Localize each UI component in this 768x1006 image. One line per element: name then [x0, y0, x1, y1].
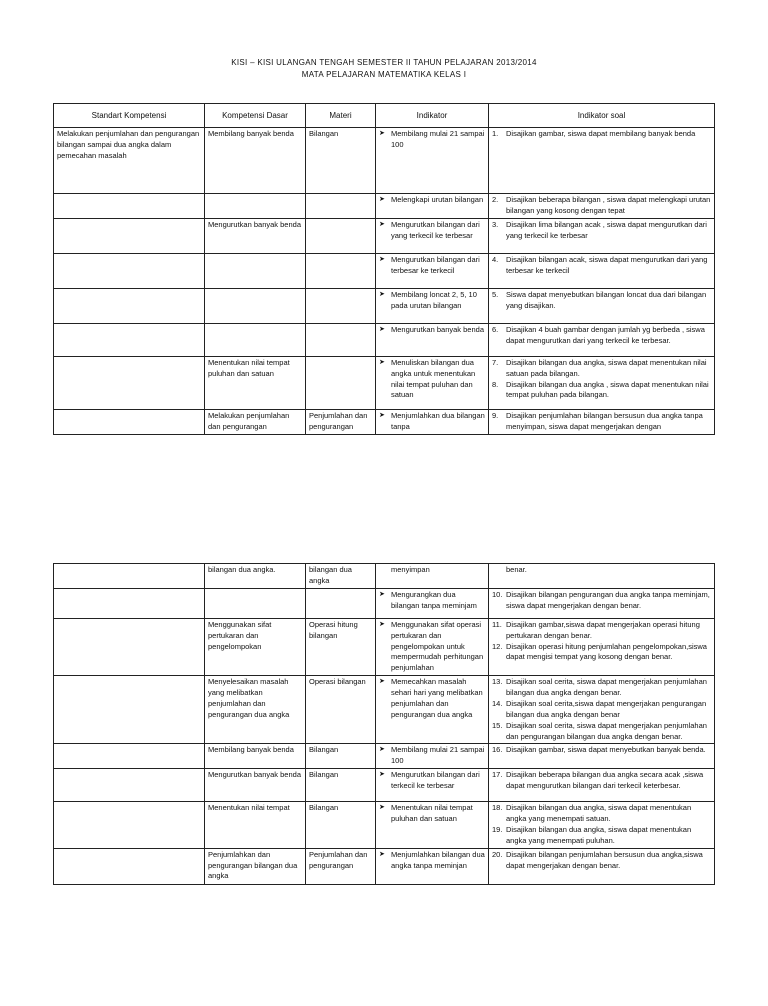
indikator-cell	[376, 769, 489, 802]
soal-number: 12.	[492, 641, 503, 651]
table-row	[54, 356, 715, 409]
soal-number: 17.	[492, 770, 503, 780]
soal-cell	[489, 676, 715, 744]
soal-number	[492, 565, 506, 576]
materi-text: Bilangan	[309, 803, 339, 813]
indikator-text: Membilang loncat 2, 5, 10 pada urutan bilangan	[391, 289, 477, 310]
indikator-cell	[376, 288, 489, 323]
kd-cell	[205, 802, 306, 849]
soal-number: 18.	[492, 803, 503, 813]
indikator-text: Mengurutkan banyak benda	[391, 324, 484, 334]
sk-cell	[54, 194, 205, 219]
soal-number: 14.	[492, 698, 503, 708]
soal-number: 15.	[492, 720, 503, 730]
arrow-bullet-icon: ➤	[379, 850, 385, 858]
soal-item	[492, 642, 711, 664]
soal-item	[492, 565, 711, 576]
kd-text: Menggunakan sifat pertukaran dan pengelompokan	[208, 619, 272, 651]
soal-item	[492, 255, 711, 277]
column-header: Materi	[306, 104, 376, 128]
document-title: KISI – KISI ULANGAN TENGAH SEMESTER II TAHUN PELAJARAN 2013/2014	[231, 58, 537, 67]
materi-cell	[306, 218, 376, 253]
soal-text: Disajikan bilangan dua angka, siswa dapat menentukan angka yang menempati puluhan.	[506, 824, 692, 845]
sk-cell	[54, 848, 205, 884]
soal-item	[492, 803, 711, 825]
indikator-text: Membilang mulai 21 sampai 100	[391, 745, 485, 766]
kd-cell	[205, 409, 306, 434]
indikator-cell	[376, 128, 489, 194]
soal-cell	[489, 769, 715, 802]
materi-cell	[306, 744, 376, 769]
sk-cell	[54, 564, 205, 589]
column-header: Kompetensi Dasar	[205, 104, 306, 128]
soal-item	[492, 850, 711, 872]
sk-cell	[54, 588, 205, 618]
indikator-cell	[376, 676, 489, 744]
indikator-text: Memecahkan masalah sehari hari yang melibatkan penjumlahan dan pengurangan dua angka	[391, 677, 483, 719]
table-row	[54, 194, 715, 219]
sk-cell	[54, 409, 205, 434]
soal-cell	[489, 194, 715, 219]
soal-item	[492, 745, 711, 756]
kd-text: Menentukan nilai tempat puluhan dan satuan	[208, 357, 290, 378]
soal-text: Disajikan gambar, siswa dapat membilang banyak benda	[506, 129, 696, 138]
indikator-cell	[376, 218, 489, 253]
soal-text: Disajikan soal cerita, siswa dapat mengerjakan penjumlahan bilangan dua angka dengan benar.	[506, 677, 707, 697]
arrow-bullet-icon: ➤	[379, 411, 385, 419]
soal-item	[492, 699, 711, 721]
kd-cell	[205, 744, 306, 769]
kd-cell	[205, 194, 306, 219]
soal-cell	[489, 128, 715, 194]
indikator-cell	[376, 194, 489, 219]
soal-item	[492, 770, 711, 792]
soal-number: 1.	[492, 129, 499, 138]
table-row	[54, 409, 715, 434]
soal-item	[492, 195, 711, 217]
soal-number: 7.	[492, 357, 499, 367]
table-row	[54, 128, 715, 194]
soal-item	[492, 677, 711, 699]
soal-cell	[489, 356, 715, 409]
kd-cell	[205, 564, 306, 589]
arrow-bullet-icon: ➤	[379, 196, 385, 203]
soal-number: 13.	[492, 677, 503, 687]
kd-text: Penjumlahkan dan pengurangan bilangan dua angka	[208, 849, 298, 881]
soal-text: Disajikan operasi hitung penjumlahan pengelompokan,siswa dapat mengisi tempat yang kosong dengan benar.	[506, 641, 707, 662]
kd-text: Menentukan nilai tempat	[208, 803, 290, 813]
materi-cell	[306, 564, 376, 589]
kd-text: bilangan dua angka.	[208, 565, 276, 574]
kd-cell	[205, 588, 306, 618]
table-row	[54, 588, 715, 618]
sk-cell	[54, 253, 205, 288]
soal-text: Disajikan penjumlahan bilangan bersusun dua angka tanpa menyimpan, siswa dapat mengerjakan dengan	[506, 410, 703, 431]
materi-text: Operasi hitung bilangan	[309, 619, 358, 640]
materi-text: Penjumlahan dan pengurangan	[309, 410, 368, 431]
soal-number: 8.	[492, 379, 499, 389]
indikator-cell	[376, 744, 489, 769]
indikator-text: Menentukan nilai tempat puluhan dan satuan	[391, 803, 473, 823]
arrow-bullet-icon: ➤	[379, 804, 385, 812]
table-row	[54, 848, 715, 884]
kd-cell	[205, 323, 306, 356]
table-row	[54, 288, 715, 323]
soal-text: Disajikan gambar, siswa dapat menyebutkan banyak benda.	[506, 745, 706, 755]
materi-cell	[306, 676, 376, 744]
indikator-cell	[376, 588, 489, 618]
kd-cell	[205, 356, 306, 409]
arrow-bullet-icon: ➤	[379, 746, 385, 754]
materi-cell	[306, 848, 376, 884]
table-row	[54, 253, 715, 288]
indikator-cell	[376, 356, 489, 409]
kd-cell	[205, 676, 306, 744]
table-row	[54, 323, 715, 356]
soal-text: Disajikan soal cerita, siswa dapat mengerjakan penjumlahan dan pengurangan bilangan dua angka dengan benar.	[506, 720, 707, 741]
soal-item	[492, 590, 711, 612]
sk-cell	[54, 356, 205, 409]
kd-text: Mengurutkan banyak benda	[208, 770, 301, 780]
soal-cell	[489, 618, 715, 675]
sk-cell	[54, 676, 205, 744]
soal-text: benar.	[506, 565, 527, 574]
materi-cell	[306, 409, 376, 434]
soal-text: Disajikan 4 buah gambar dengan jumlah yg berbeda , siswa dapat mengurutkan dari yang terkecil ke terbesar.	[506, 324, 705, 345]
soal-number: 9.	[492, 410, 499, 420]
materi-cell	[306, 618, 376, 675]
arrow-bullet-icon: ➤	[379, 358, 385, 366]
arrow-bullet-icon: ➤	[379, 590, 385, 598]
arrow-bullet-icon: ➤	[379, 290, 385, 298]
kd-cell	[205, 128, 306, 194]
soal-item	[492, 380, 711, 402]
materi-text: bilangan dua angka	[309, 565, 352, 585]
soal-number: 20.	[492, 849, 503, 859]
column-header: Standart Kompetensi	[54, 104, 205, 128]
kd-text: Membilang banyak benda	[208, 129, 294, 138]
indikator-cell	[376, 618, 489, 675]
table-row	[54, 618, 715, 675]
soal-number: 11.	[492, 619, 502, 629]
indikator-cell	[376, 253, 489, 288]
soal-number: 6.	[492, 324, 499, 334]
kd-text: Menyelesaikan masalah yang melibatkan penjumlahan dan pengurangan dua angka	[208, 677, 290, 719]
sk-cell	[54, 769, 205, 802]
soal-text: Disajikan beberapa bilangan dua angka secara acak ,siswa dapat mengurutkan bilangan dari terkecil keterbesar.	[506, 770, 704, 790]
soal-number: 19.	[492, 824, 503, 834]
indikator-text: menyimpan	[391, 565, 430, 574]
kd-text: Melakukan penjumlahan dan pengurangan	[208, 410, 290, 431]
soal-text: Disajikan gambar,siswa dapat mengerjakan operasi hitung pertukaran dengan benar.	[506, 619, 700, 640]
sk-cell	[54, 218, 205, 253]
arrow-bullet-icon: ➤	[379, 678, 385, 686]
kd-cell	[205, 288, 306, 323]
materi-text: Bilangan	[309, 770, 339, 780]
kd-cell	[205, 218, 306, 253]
materi-cell	[306, 194, 376, 219]
soal-text: Disajikan beberapa bilangan , siswa dapat melengkapi urutan bilangan yang kosong dengan tepat	[506, 195, 711, 215]
sk-cell	[54, 802, 205, 849]
soal-cell	[489, 288, 715, 323]
indikator-text: Mengurangkan dua bilangan tanpa meminjam	[391, 589, 477, 610]
arrow-bullet-icon: ➤	[379, 220, 385, 228]
materi-text: Operasi bilangan	[309, 677, 366, 687]
soal-item	[492, 220, 711, 242]
soal-cell	[489, 588, 715, 618]
soal-number: 3.	[492, 219, 499, 229]
indikator-cell	[376, 323, 489, 356]
arrow-bullet-icon	[379, 565, 391, 576]
indikator-cell	[376, 848, 489, 884]
soal-text: Disajikan soal cerita,siswa dapat mengerjakan pengurangan bilangan dua angka dengan benar	[506, 698, 707, 719]
kd-cell	[205, 769, 306, 802]
soal-text: Disajikan bilangan dua angka , siswa dapat menentukan nilai tempat puluhan pada bilangan.	[506, 379, 709, 400]
soal-text: Disajikan bilangan acak, siswa dapat mengurutkan dari yang terbesar ke terkecil	[506, 254, 708, 275]
soal-item	[492, 721, 711, 743]
soal-text: Disajikan lima bilangan acak , siswa dapat mengurutkan dari yang terkecil ke terbesar	[506, 219, 707, 240]
column-header: Indikator soal	[489, 104, 715, 128]
materi-cell	[306, 288, 376, 323]
soal-cell	[489, 564, 715, 589]
indikator-cell	[376, 802, 489, 849]
soal-cell	[489, 848, 715, 884]
arrow-bullet-icon: ➤	[379, 325, 385, 333]
soal-item	[492, 358, 711, 380]
table-row	[54, 802, 715, 849]
table-row	[54, 676, 715, 744]
soal-item	[492, 620, 711, 642]
page1-table	[53, 103, 715, 435]
indikator-text: Menjumlahkan bilangan dua angka tanpa meminjan	[391, 849, 485, 870]
arrow-bullet-icon: ➤	[379, 255, 385, 263]
arrow-bullet-icon: ➤	[379, 130, 385, 137]
materi-cell	[306, 769, 376, 802]
materi-text: Bilangan	[309, 129, 339, 138]
table-row	[54, 744, 715, 769]
table-row	[54, 769, 715, 802]
soal-number: 5.	[492, 289, 499, 299]
soal-item	[492, 290, 711, 312]
indikator-cell	[376, 409, 489, 434]
table-header-row	[54, 104, 715, 128]
indikator-text: Mengurutkan bilangan dari terkecil ke terbesar	[391, 770, 480, 790]
soal-text: Disajikan bilangan dua angka, siswa dapat menentukan angka yang menempati satuan.	[506, 803, 692, 823]
kd-cell	[205, 253, 306, 288]
materi-text: Penjumlahan dan pengurangan	[309, 849, 368, 870]
soal-number: 16.	[492, 745, 503, 755]
kd-cell	[205, 618, 306, 675]
sk-cell	[54, 128, 205, 194]
indikator-text: Mengurutkan bilangan dari terbesar ke terkecil	[391, 254, 480, 275]
indikator-text: Menggunakan sifat operasi pertukaran dan pengelompokan untuk mempermudah perhitungan penjumlahan	[391, 619, 484, 673]
soal-item	[492, 129, 711, 140]
soal-cell	[489, 409, 715, 434]
column-header: Indikator	[376, 104, 489, 128]
soal-text: Siswa dapat menyebutkan bilangan loncat dua dari bilangan yang disajikan.	[506, 289, 707, 310]
materi-cell	[306, 253, 376, 288]
soal-cell	[489, 802, 715, 849]
soal-cell	[489, 744, 715, 769]
kd-text: Mengurutkan banyak benda	[208, 219, 301, 229]
soal-cell	[489, 218, 715, 253]
arrow-bullet-icon: ➤	[379, 771, 385, 779]
soal-item	[492, 825, 711, 847]
sk-cell	[54, 323, 205, 356]
indikator-cell	[376, 564, 489, 589]
sk-cell	[54, 744, 205, 769]
arrow-bullet-icon: ➤	[379, 620, 385, 628]
kd-cell	[205, 848, 306, 884]
soal-number: 4.	[492, 254, 499, 264]
materi-cell	[306, 588, 376, 618]
materi-text: Bilangan	[309, 745, 339, 755]
sk-text: Melakukan penjumlahan dan pengurangan bilangan sampai dua angka dalam pemecahan masalah	[57, 129, 200, 160]
soal-number: 2.	[492, 195, 499, 204]
page2-table	[53, 563, 715, 885]
table-row	[54, 218, 715, 253]
soal-text: Disajikan bilangan penjumlahan bersusun dua angka,siswa dapat mengerjakan dengan benar.	[506, 849, 703, 870]
indikator-text: Menuliskan bilangan dua angka untuk menentukan nilai tempat puluhan dan satuan	[391, 357, 476, 400]
soal-item	[492, 325, 711, 347]
indikator-text: Mengurutkan bilangan dari yang terkecil ke terbesar	[391, 219, 480, 240]
soal-text: Disajikan bilangan pengurangan dua angka tanpa meminjam, siswa dapat mengerjakan dengan benar.	[506, 589, 710, 610]
materi-cell	[306, 356, 376, 409]
indikator-text: Menjumlahkan dua bilangan tanpa	[391, 410, 485, 431]
kd-text: Membilang banyak benda	[208, 745, 294, 755]
soal-number: 10.	[492, 589, 503, 599]
soal-cell	[489, 323, 715, 356]
soal-cell	[489, 253, 715, 288]
materi-cell	[306, 128, 376, 194]
indikator-text: Membilang mulai 21 sampai 100	[391, 129, 485, 149]
materi-cell	[306, 802, 376, 849]
sk-cell	[54, 618, 205, 675]
document-subtitle: MATA PELAJARAN MATEMATIKA KELAS I	[301, 70, 467, 79]
materi-cell	[306, 323, 376, 356]
table-row	[54, 564, 715, 589]
soal-item	[492, 411, 711, 433]
soal-text: Disajikan bilangan dua angka, siswa dapat menentukan nilai satuan pada bilangan.	[506, 357, 707, 378]
indikator-text: Melengkapi urutan bilangan	[391, 195, 484, 204]
sk-cell	[54, 288, 205, 323]
